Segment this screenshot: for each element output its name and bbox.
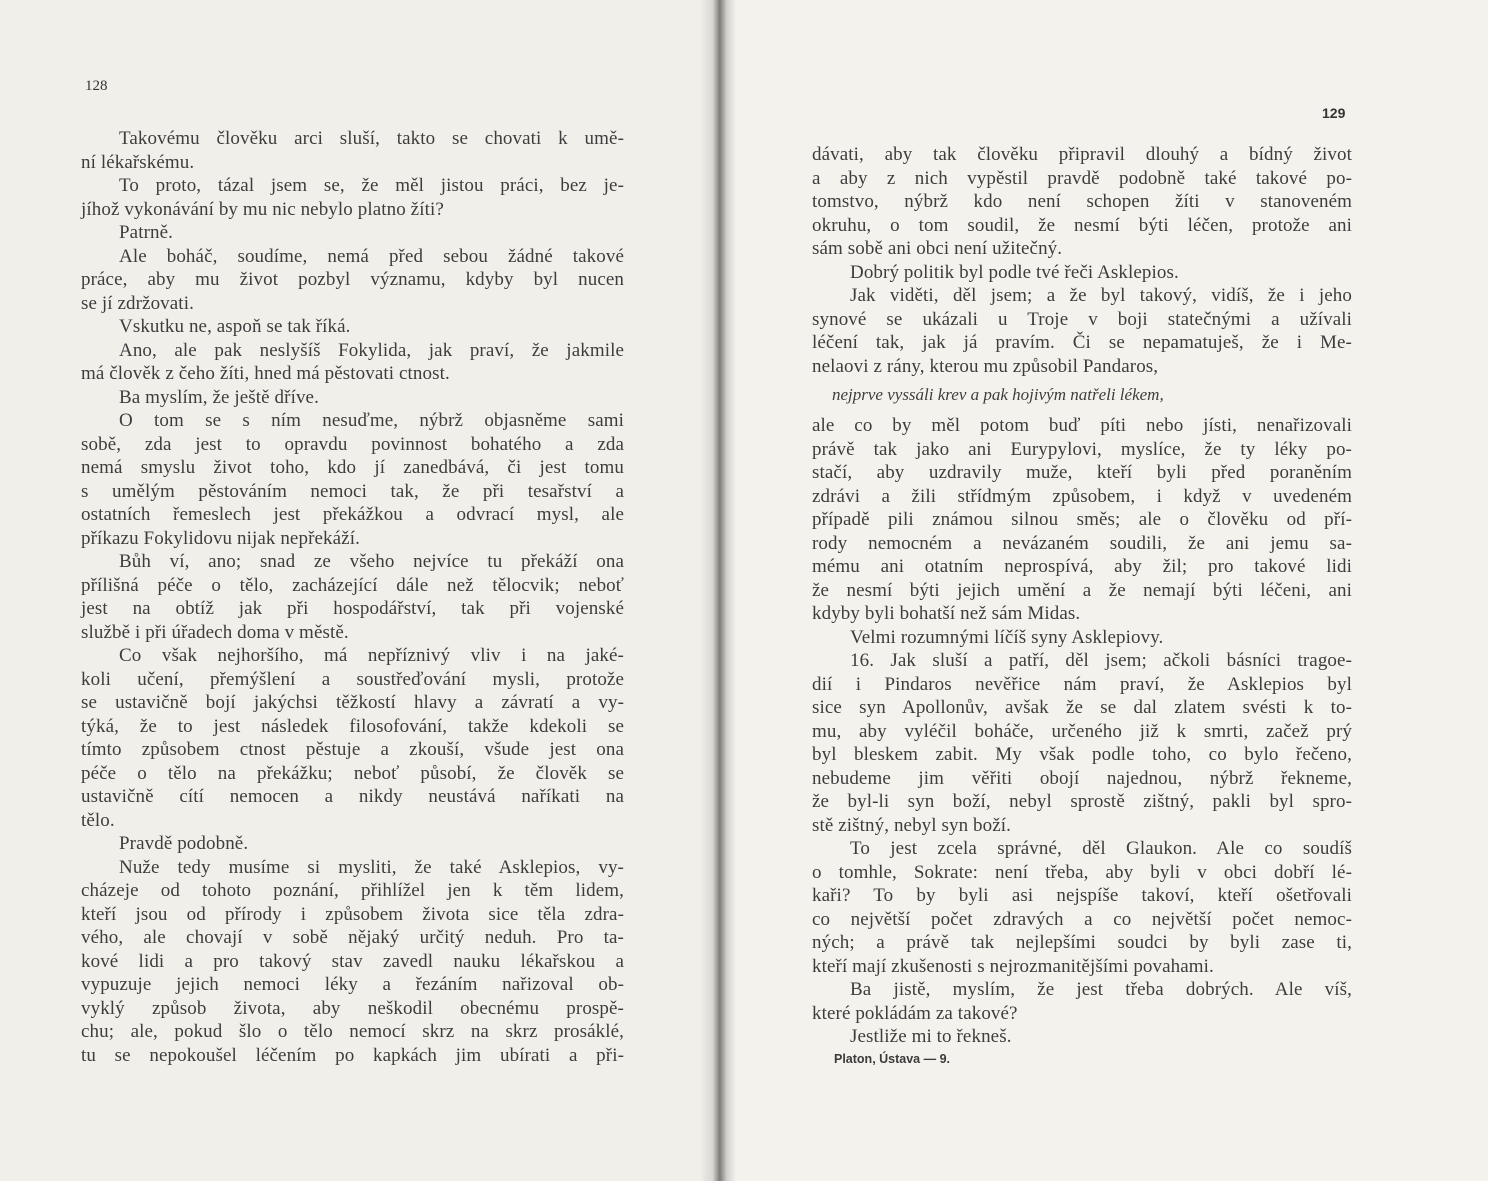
text-line: které pokládám za takové? xyxy=(812,1002,1018,1024)
text-line: Bůh ví, ano; snad ze všeho nejvíce tu překáží ona xyxy=(119,551,624,572)
text-line: Velmi rozumnými líčíš syny Asklepiovy. xyxy=(850,626,1164,648)
text-line: dávati, aby tak člověku připravil dlouhý a bídný život xyxy=(812,144,1352,165)
text-line: mu, aby vyléčil boháče, určeného již k smrti, začež prý xyxy=(812,720,1352,742)
text-line: Patrně. xyxy=(119,222,173,243)
text-line: práce, aby mu život pozbyl významu, kdyby byl nucen xyxy=(81,269,624,290)
text-line: právě tak jako ani Eurypylovi, myslíce, že ty léky po- xyxy=(812,438,1352,460)
text-line: příkazu Fokylidovu nijak nepřekáží. xyxy=(81,527,360,549)
text-line: nemá smyslu život toho, kdo jí zanedbává, či jest tomu xyxy=(81,457,624,478)
text-line: ní lékařskému. xyxy=(81,151,195,173)
text-line: kteří jsou od přírody i způsobem života sice těla zdra- xyxy=(81,903,624,925)
text-line: Jestliže mi to řekneš. xyxy=(850,1026,1012,1047)
text-line: Co však nejhoršího, má nepříznivý vliv i na jaké- xyxy=(119,645,624,666)
text-line: tělo. xyxy=(81,809,115,831)
text-line: chu; ale, pokud šlo o tělo nemocí skrz na skrz prosáklé, xyxy=(81,1021,624,1042)
text-line: léčení tak, jak já pravím. Či se nepamatuješ, že i Me- xyxy=(812,332,1352,353)
text-line: mému ani otatním neprospívá, aby žil; pro takové lidi xyxy=(812,556,1352,577)
text-line: sice syn Apollonův, avšak že se dal zlatem svésti k to- xyxy=(812,697,1352,718)
text-line: sobě, zda jest to opravdu povinnost bohatého a zda xyxy=(81,433,624,455)
text-line: se jí zdržovati. xyxy=(81,292,194,314)
text-line: kaři? To by byli asi nejspíše takoví, kteří ošetřovali xyxy=(812,885,1352,906)
text-line: nelaovi z rány, kterou mu způsobil Pandaros, xyxy=(812,355,1159,377)
text-line: To proto, tázal jsem se, že měl jistou práci, bez je- xyxy=(119,175,624,196)
text-line: vého, ale chovají v sobě nějaký určitý neduh. Pro ta- xyxy=(81,927,624,948)
text-line: To jest zcela správné, děl Glaukon. Ale co soudíš xyxy=(850,838,1352,859)
text-line: ných; a právě tak nejlepšími soudci by byli zase ti, xyxy=(812,932,1352,953)
verse-quote: nejprve vyssáli krev a pak hojivým natřeli lékem, xyxy=(832,385,1164,404)
text-line: stačí, aby uzdravily muže, kteří byli před poraněním xyxy=(812,462,1352,483)
right-page-text xyxy=(812,143,1352,1049)
text-line: přílišná péče o tělo, zacházející dále než tělocvik; neboť xyxy=(81,574,624,596)
text-line: tímto způsobem ctnost pěstuje a zkouší, všude jest ona xyxy=(81,739,624,760)
text-line: dií i Pindaros nevěřice nám praví, že Asklepios byl xyxy=(812,673,1352,695)
text-line: ale co by měl potom buď píti nebo jísti, nenařizovali xyxy=(812,415,1352,436)
text-line: se ustavičně bojí jakýchsi těžkostí hlavy a závratí a vy- xyxy=(81,692,624,713)
text-line: koli učení, přemýšlení a soustřeďování mysli, protože xyxy=(81,668,624,690)
text-line: má člověk z čeho žíti, hned má pěstovati ctnost. xyxy=(81,363,450,384)
book-gutter xyxy=(700,0,736,1181)
text-line: jíhož vykonávání by mu nic nebylo platno žíti? xyxy=(81,198,444,220)
text-line: Vskutku ne, aspoň se tak říká. xyxy=(119,316,351,337)
text-line: Ale boháč, soudíme, nemá před sebou žádné takové xyxy=(119,245,624,267)
signature-mark: Platon, Ústava — 9. xyxy=(834,1052,951,1066)
text-line: Takovému člověku arci sluší, takto se chovati k umě- xyxy=(119,128,624,149)
text-line: o tomhle, Sokrate: není třeba, aby byli v obci dobří lé- xyxy=(812,861,1352,883)
text-line: péče o tělo na překážku; neboť působí, že člověk se xyxy=(81,762,624,784)
text-line: s umělým pěstováním nemoci tak, že při tesařství a xyxy=(81,480,624,502)
text-line: okruhu, o tom soudil, že nesmí býti léčen, protože ani xyxy=(812,214,1352,236)
text-line: Ba myslím, že ještě dříve. xyxy=(119,386,319,408)
text-line: rody nemocném a nevázaném soudili, že ani jemu sa- xyxy=(812,532,1352,554)
text-line: Ba jistě, myslím, že jest třeba dobrých. Ale víš, xyxy=(850,979,1352,1000)
text-line: vyklý způsob života, aby neškodil obecnému prospě- xyxy=(81,997,624,1019)
text-line: vypuzuje jejich nemoci léky a řezáním nařizoval ob- xyxy=(81,974,624,995)
text-line: ostatních řemeslech jest překážkou a odvrací mysl, ale xyxy=(81,504,624,525)
text-line: zdrávi a žili střídmým způsobem, i když v uvedeném xyxy=(812,485,1352,507)
text-line: ustavičně cítí nemocen a nikdy neustává naříkati na xyxy=(81,786,624,807)
text-line: službě i při úřadech doma v městě. xyxy=(81,621,349,643)
text-line: tu se nepokoušel léčením po kapkách jim ubírati a při- xyxy=(81,1044,624,1066)
text-line: Ano, ale pak neslyšíš Fokylida, jak praví, že jakmile xyxy=(119,339,624,361)
text-line: a aby z nich vypěstil pravdě podobně také takové po- xyxy=(812,167,1352,189)
text-line: týká, že to jest následek filosofování, takže kdekoli se xyxy=(81,715,624,737)
text-line: cházeje od tohoto poznání, přihlížel jen k těm lidem, xyxy=(81,880,624,901)
page-number-left: 128 xyxy=(85,78,108,94)
left-page xyxy=(0,0,722,1181)
text-line: sám sobě ani obci není užitečný. xyxy=(812,238,1063,259)
text-line: Dobrý politik byl podle tvé řeči Asklepios. xyxy=(850,261,1179,283)
page-number-right: 129 xyxy=(1322,105,1346,121)
text-line: Nuže tedy musíme si mysliti, že také Asklepios, vy- xyxy=(119,856,624,878)
text-line: synové se ukázali u Troje v boji statečnými a užívali xyxy=(812,308,1352,330)
text-line: tomstvo, nýbrž kdo není schopen žíti v stanoveném xyxy=(812,191,1352,212)
text-line: 16. Jak sluší a patří, děl jsem; ačkoli básníci tragoe- xyxy=(850,650,1352,671)
text-line: byl bleskem zabit. My však podle toho, co bylo řečeno, xyxy=(812,744,1352,765)
text-line: co největší počet zdravých a co největší počet nemoc- xyxy=(812,908,1352,930)
text-line: jest na obtíž jak při hospodářství, tak při vojenské xyxy=(81,598,624,619)
text-line: případě pili známou silnou směs; ale o člověku od pří- xyxy=(812,509,1352,530)
text-line: kteří mají zkušenosti s nejrozmanitějšími povahami. xyxy=(812,955,1214,977)
left-page-text xyxy=(81,127,624,1067)
text-line: nebudeme jim věřiti obojí najednou, nýbrž řekneme, xyxy=(812,767,1352,789)
text-line: Pravdě podobně. xyxy=(119,833,249,854)
text-line: kdyby byli bohatší než sám Midas. xyxy=(812,603,1081,624)
text-line: Jak viděti, děl jsem; a že byl takový, vidíš, že i jeho xyxy=(850,285,1352,306)
text-line: že byl-li syn boží, nebyl sprostě zištný, pakli byl spro- xyxy=(812,791,1352,812)
text-line: stě zištný, nebyl syn boží. xyxy=(812,814,1012,836)
text-line: kové lidi a pro takový stav zavedl nauku lékařskou a xyxy=(81,950,624,972)
text-line: že nesmí býti jejich umění a že nemají býti léčeni, ani xyxy=(812,579,1352,601)
text-line: O tom se s ním nesuďme, nýbrž objasněme sami xyxy=(119,410,624,431)
